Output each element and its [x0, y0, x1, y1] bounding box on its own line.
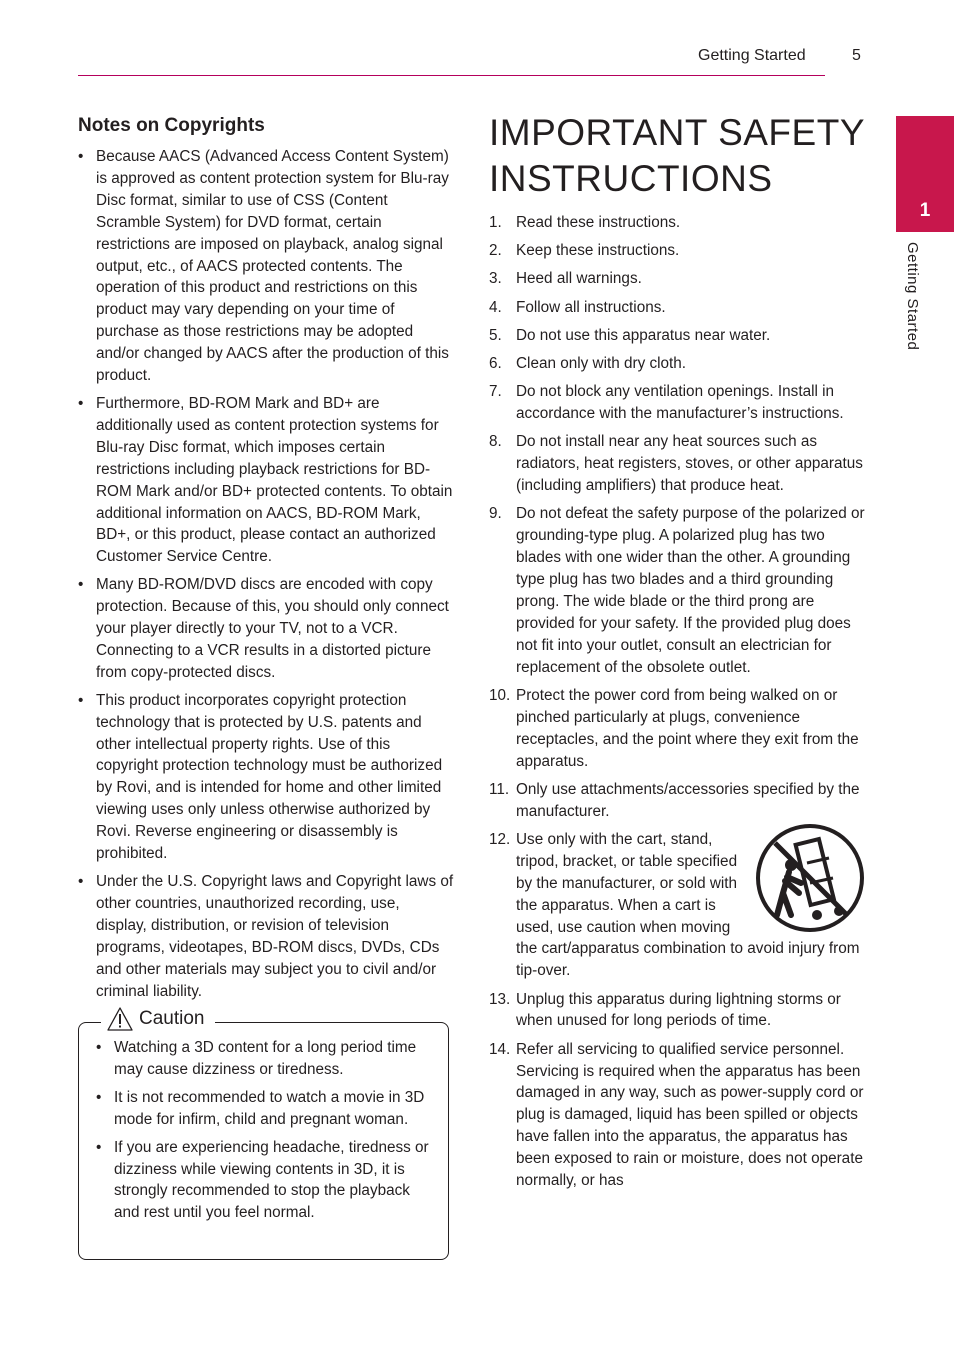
list-item: 12. Use only with the cart, stand, tripod, bracket, or table specified by the manufacturer, or sold with the apparatus. When a cart is used, use caution when moving the cart/apparatus combination to avoid injury from tip-over.	[489, 829, 867, 982]
list-item: 1. Read these instructions.	[489, 214, 681, 231]
header-section-title: Getting Started	[698, 47, 806, 64]
safety-list	[489, 212, 867, 1192]
copyright-notes-section	[78, 113, 454, 1008]
caution-header	[101, 1007, 215, 1031]
list-item: 7. Do not block any ventilation openings. Install in accordance with the manufacturer’s instructions.	[489, 383, 844, 423]
list-item: • Watching a 3D content for a long period time may cause dizziness or tiredness.	[96, 1037, 436, 1081]
warning-triangle-icon	[107, 1007, 133, 1031]
list-item: 10. Protect the power cord from being walked on or pinched particularly at plugs, convenience receptacles, and the point where they exit from the apparatus.	[489, 686, 859, 770]
list-item: 8. Do not install near any heat sources such as radiators, heat registers, stoves, or other apparatus (including amplifiers) that produce heat.	[489, 433, 863, 495]
cart-tip-over-warning-icon	[755, 823, 865, 933]
list-item: • This product incorporates copyright protection technology that is protected by U.S. patents and other intellectual property rights. Use of this copyright protection technology must be authorized by Rovi, and is intended for home and other limited viewing uses only unless otherwise authorized by Rovi. Reverse engineering or disassembly is prohibited.	[78, 690, 454, 865]
list-item: 14. Refer all servicing to qualified service personnel. Servicing is required when the apparatus has been damaged in any way, such as power-supply cord or plug is damaged, liquid has been spilled or objects have fallen into the apparatus, the apparatus has been exposed to rain or moisture, does not operate normally, or has	[489, 1040, 864, 1190]
list-item: • Many BD-ROM/DVD discs are encoded with copy protection. Because of this, you should only connect your player directly to your TV, not to a VCR. Connecting to a VCR results in a distorted picture from copy-protected discs.	[78, 574, 454, 684]
list-item: 11. Only use attachments/accessories specified by the manufacturer.	[489, 780, 860, 820]
chapter-tab	[896, 116, 954, 232]
list-item: • Furthermore, BD-ROM Mark and BD+ are additionally used as content protection systems for Blu-ray Disc format, which imposes certain restrictions including playback restrictions for BD-ROM Mark and/or BD+ protected contents. To obtain additional information on AACS, BD-ROM Mark, BD+, or this product, please contact an authorized Customer Service Centre.	[78, 393, 454, 568]
list-item: 6. Clean only with dry cloth.	[489, 355, 687, 373]
list-item: • It is not recommended to watch a movie in 3D mode for infirm, child and pregnant woman.	[96, 1087, 436, 1131]
header-divider	[78, 75, 825, 76]
list-item: • Under the U.S. Copyright laws and Copyright laws of other countries, unauthorized recording, use, display, distribution, or revision of television programs, videotapes, BD-ROM discs, DVDs, CDs and other materials may subject you to civil and/or criminal liability.	[78, 871, 454, 1002]
notes-list	[78, 146, 454, 1002]
safety-instructions-section	[489, 110, 867, 1198]
notes-title: Notes on Copyrights	[78, 115, 265, 136]
list-item: 9. Do not defeat the safety purpose of the polarized or grounding-type plug. A polarized plug has two blades with one wider than the other. A grounding type plug has two blades and a third grounding prong. The wide blade or the third prong are provided for your safety. If the provided plug does not fit into your outlet, consult an electrician for replacement of the obsolete outlet.	[489, 505, 865, 676]
chapter-number: 1	[919, 200, 931, 221]
list-item: • If you are experiencing headache, tiredness or dizziness while viewing contents in 3D, it is strongly recommended to stop the playback and rest until you feel normal.	[96, 1137, 436, 1225]
page-number: 5	[852, 47, 861, 64]
chapter-label: Getting Started	[904, 242, 921, 351]
list-item: 3. Heed all warnings.	[489, 270, 642, 288]
caution-box	[78, 1008, 449, 1260]
caution-list	[96, 1037, 436, 1230]
list-item: 4. Follow all instructions.	[489, 298, 666, 316]
list-item: 5. Do not use this apparatus near water.	[489, 326, 771, 344]
list-item: 13. Unplug this apparatus during lightning storms or when unused for long periods of time.	[489, 990, 841, 1030]
list-item: • Because AACS (Advanced Access Content System) is approved as content protection system for Blu-ray Disc format, similar to use of CSS (Content Scramble System) for DVD format, certain restrictions are imposed on playback, analog signal output, etc., of AACS protected contents. The operation of this product and restrictions on this product may vary depending on your time of purchase as those restrictions may be adopted and/or changed by AACS after the production of this product.	[78, 146, 454, 387]
page-title: IMPORTANT SAFETY INSTRUCTIONS	[489, 112, 865, 199]
list-item: 2. Keep these instructions.	[489, 242, 680, 260]
caution-title: Caution	[139, 1008, 205, 1029]
